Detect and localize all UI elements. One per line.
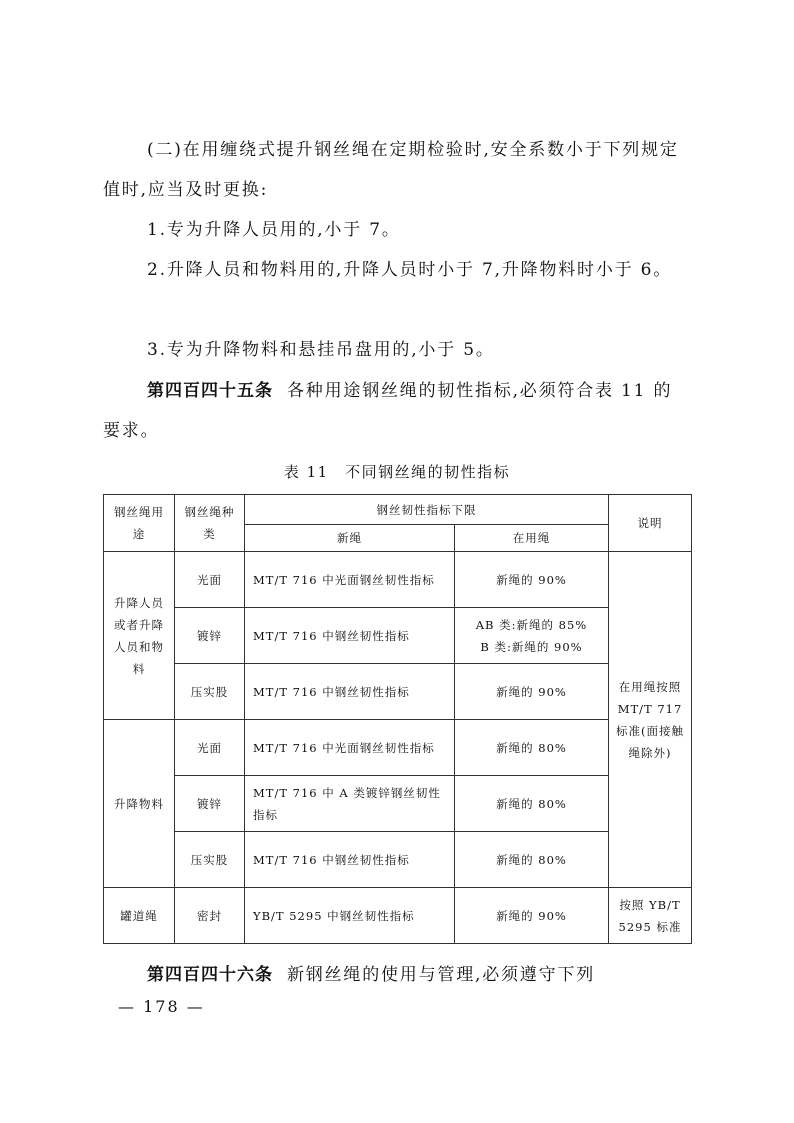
- item-1: 1.专为升降人员用的,小于 7。: [147, 220, 401, 240]
- article-446-title: 第四百四十六条: [147, 965, 273, 985]
- cell-kind: 光面: [175, 552, 245, 608]
- header-in-use: 在用绳: [455, 525, 609, 552]
- cell-note-yb5295: 按照 YB/T 5295 标准: [609, 888, 692, 944]
- cell-kind: 压实股: [175, 664, 245, 720]
- table-row: [104, 776, 692, 832]
- cell-in-use: 新绳的 80%: [455, 776, 609, 832]
- cell-in-use-line-2: B 类:新绳的 90%: [480, 639, 583, 654]
- cell-kind: 镀锌: [175, 608, 245, 664]
- article-445-title: 第四百四十五条: [147, 381, 273, 401]
- cell-in-use: [455, 608, 609, 664]
- cell-new: YB/T 5295 中钢丝韧性指标: [245, 888, 455, 944]
- header-usage: 钢丝绳用途: [104, 495, 175, 552]
- table-row: [104, 888, 692, 944]
- cell-in-use: 新绳的 90%: [455, 664, 609, 720]
- item-3: 3.专为升降物料和悬挂吊盘用的,小于 5。: [147, 340, 495, 360]
- group-materials: 升降物料: [104, 720, 175, 888]
- article-446-text: 新钢丝绳的使用与管理,必须遵守下列: [287, 965, 596, 985]
- header-lower-limit: 钢丝韧性指标下限: [245, 495, 609, 525]
- cell-in-use: 新绳的 90%: [455, 888, 609, 944]
- table-row: [104, 608, 692, 664]
- group-personnel: 升降人员或者升降人员和物料: [104, 552, 175, 720]
- item-2: 2.升降人员和物料用的,升降人员时小于 7,升降物料时小于 6。: [147, 260, 673, 280]
- cell-new: MT/T 716 中钢丝韧性指标: [245, 832, 455, 888]
- cell-kind: 压实股: [175, 832, 245, 888]
- page-number: — 178 —: [118, 997, 205, 1016]
- toughness-table: [103, 494, 692, 944]
- header-note: 说明: [609, 495, 692, 552]
- table-row: [104, 720, 692, 776]
- article-446: [103, 955, 691, 995]
- article-445-text: 各种用途钢丝绳的韧性指标,必须符合表 11 的要求。: [103, 381, 673, 441]
- article-445: [103, 371, 691, 451]
- cell-in-use: 新绳的 80%: [455, 720, 609, 776]
- cell-in-use: 新绳的 90%: [455, 552, 609, 608]
- cell-in-use: 新绳的 80%: [455, 832, 609, 888]
- cell-new: MT/T 716 中钢丝韧性指标: [245, 664, 455, 720]
- cell-kind: 光面: [175, 720, 245, 776]
- group-guide-rope: 罐道绳: [104, 888, 175, 944]
- table-row: [104, 664, 692, 720]
- cell-kind: 镀锌: [175, 776, 245, 832]
- cell-new: MT/T 716 中光面钢丝韧性指标: [245, 720, 455, 776]
- table-caption: 表 11 不同钢丝绳的韧性指标: [283, 463, 511, 481]
- header-new-rope: 新绳: [245, 525, 455, 552]
- cell-new: MT/T 716 中 A 类镀锌钢丝韧性指标: [245, 776, 455, 832]
- cell-in-use-line-1: AB 类:新绳的 85%: [475, 617, 588, 632]
- table-row: [104, 832, 692, 888]
- table-row: [104, 552, 692, 608]
- header-kind: 钢丝绳种类: [175, 495, 245, 552]
- cell-new: MT/T 716 中钢丝韧性指标: [245, 608, 455, 664]
- cell-kind: 密封: [175, 888, 245, 944]
- paragraph-2-intro: (二)在用缠绕式提升钢丝绳在定期检验时,安全系数小于下列规定值时,应当及时更换:: [103, 140, 679, 200]
- cell-new: MT/T 716 中光面钢丝韧性指标: [245, 552, 455, 608]
- cell-note-mt717: 在用绳按照 MT/T 717 标准(面接触绳除外): [609, 552, 692, 888]
